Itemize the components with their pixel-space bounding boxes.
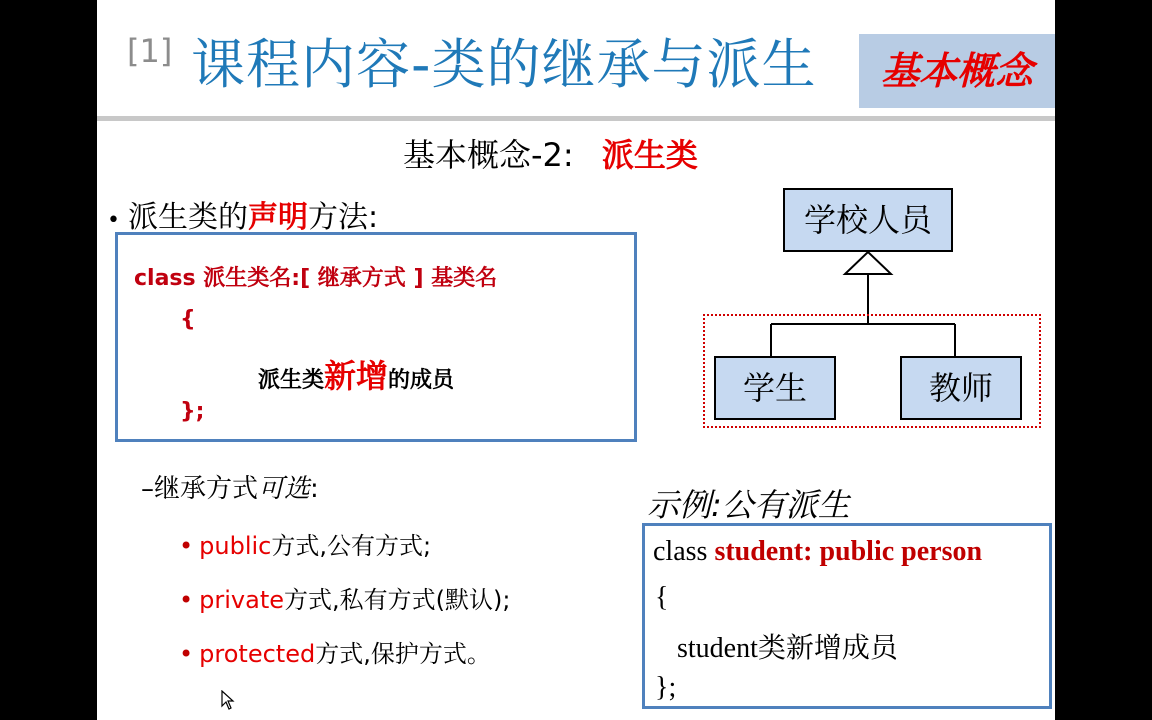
inherit-mode-colon: : xyxy=(310,474,319,504)
mode-item-protected xyxy=(179,634,491,669)
subtitle-prefix: 基本概念-2: xyxy=(403,136,574,174)
example-code-box xyxy=(642,523,1052,709)
mode-desc: 方式,保护方式。 xyxy=(315,640,491,668)
example-close-brace: }; xyxy=(655,672,677,703)
inheritance-triangle xyxy=(845,252,891,274)
example-open-brace: { xyxy=(655,582,669,613)
child-connectors xyxy=(697,328,997,358)
inherit-mode-optional: 可选 xyxy=(258,474,311,504)
topic-tag: 基本概念 xyxy=(859,34,1055,108)
title-divider xyxy=(97,116,1055,121)
diagram-base-class: 学校人员 xyxy=(783,188,953,252)
syntax-open-brace: { xyxy=(180,307,196,332)
subtitle-highlight: 派生类 xyxy=(601,136,698,174)
member-suffix: 的成员 xyxy=(388,368,455,393)
diagram-child-student: 学生 xyxy=(714,356,836,420)
declaration-before: 派生类的 xyxy=(127,200,248,235)
bullet-dot: • xyxy=(179,640,194,668)
mode-desc: 方式,公有方式; xyxy=(271,532,432,560)
example-title: 示例:公有派生 xyxy=(647,486,850,524)
declaration-bullet xyxy=(107,192,378,236)
mode-item-private xyxy=(179,580,510,615)
inherit-mode-heading xyxy=(141,468,319,505)
example-member: student类新增成员 xyxy=(677,633,898,664)
page-title: 课程内容-类的继承与派生 xyxy=(191,33,817,96)
mode-keyword: protected xyxy=(199,640,316,668)
declaration-after: 方法: xyxy=(307,200,379,235)
slide xyxy=(97,0,1055,720)
example-line-1 xyxy=(653,536,982,568)
slide-number: [1] xyxy=(127,32,173,70)
syntax-box xyxy=(115,232,637,442)
mode-keyword: private xyxy=(199,586,285,614)
bullet-dot: • xyxy=(107,208,120,233)
mode-keyword: public xyxy=(199,532,272,560)
mode-desc: 方式,私有方式(默认); xyxy=(284,586,511,614)
example-class-decl: student: public person xyxy=(714,536,983,567)
example-class-keyword: class xyxy=(653,536,715,567)
dash: – xyxy=(141,474,154,504)
inherit-mode-label: 继承方式 xyxy=(154,474,259,504)
syntax-member xyxy=(258,351,454,397)
section-subtitle xyxy=(403,130,698,176)
member-prefix: 派生类 xyxy=(258,368,325,393)
syntax-close-brace: }; xyxy=(180,399,205,424)
bullet-dot: • xyxy=(179,586,194,614)
mouse-cursor-icon xyxy=(221,690,235,710)
member-highlight: 新增 xyxy=(324,357,389,395)
mode-item-public xyxy=(179,526,431,561)
diagram-child-teacher: 教师 xyxy=(900,356,1022,420)
syntax-line: class 派生类名:[ 继承方式 ] 基类名 xyxy=(134,266,498,291)
declaration-highlight: 声明 xyxy=(247,200,308,235)
bullet-dot: • xyxy=(179,532,194,560)
